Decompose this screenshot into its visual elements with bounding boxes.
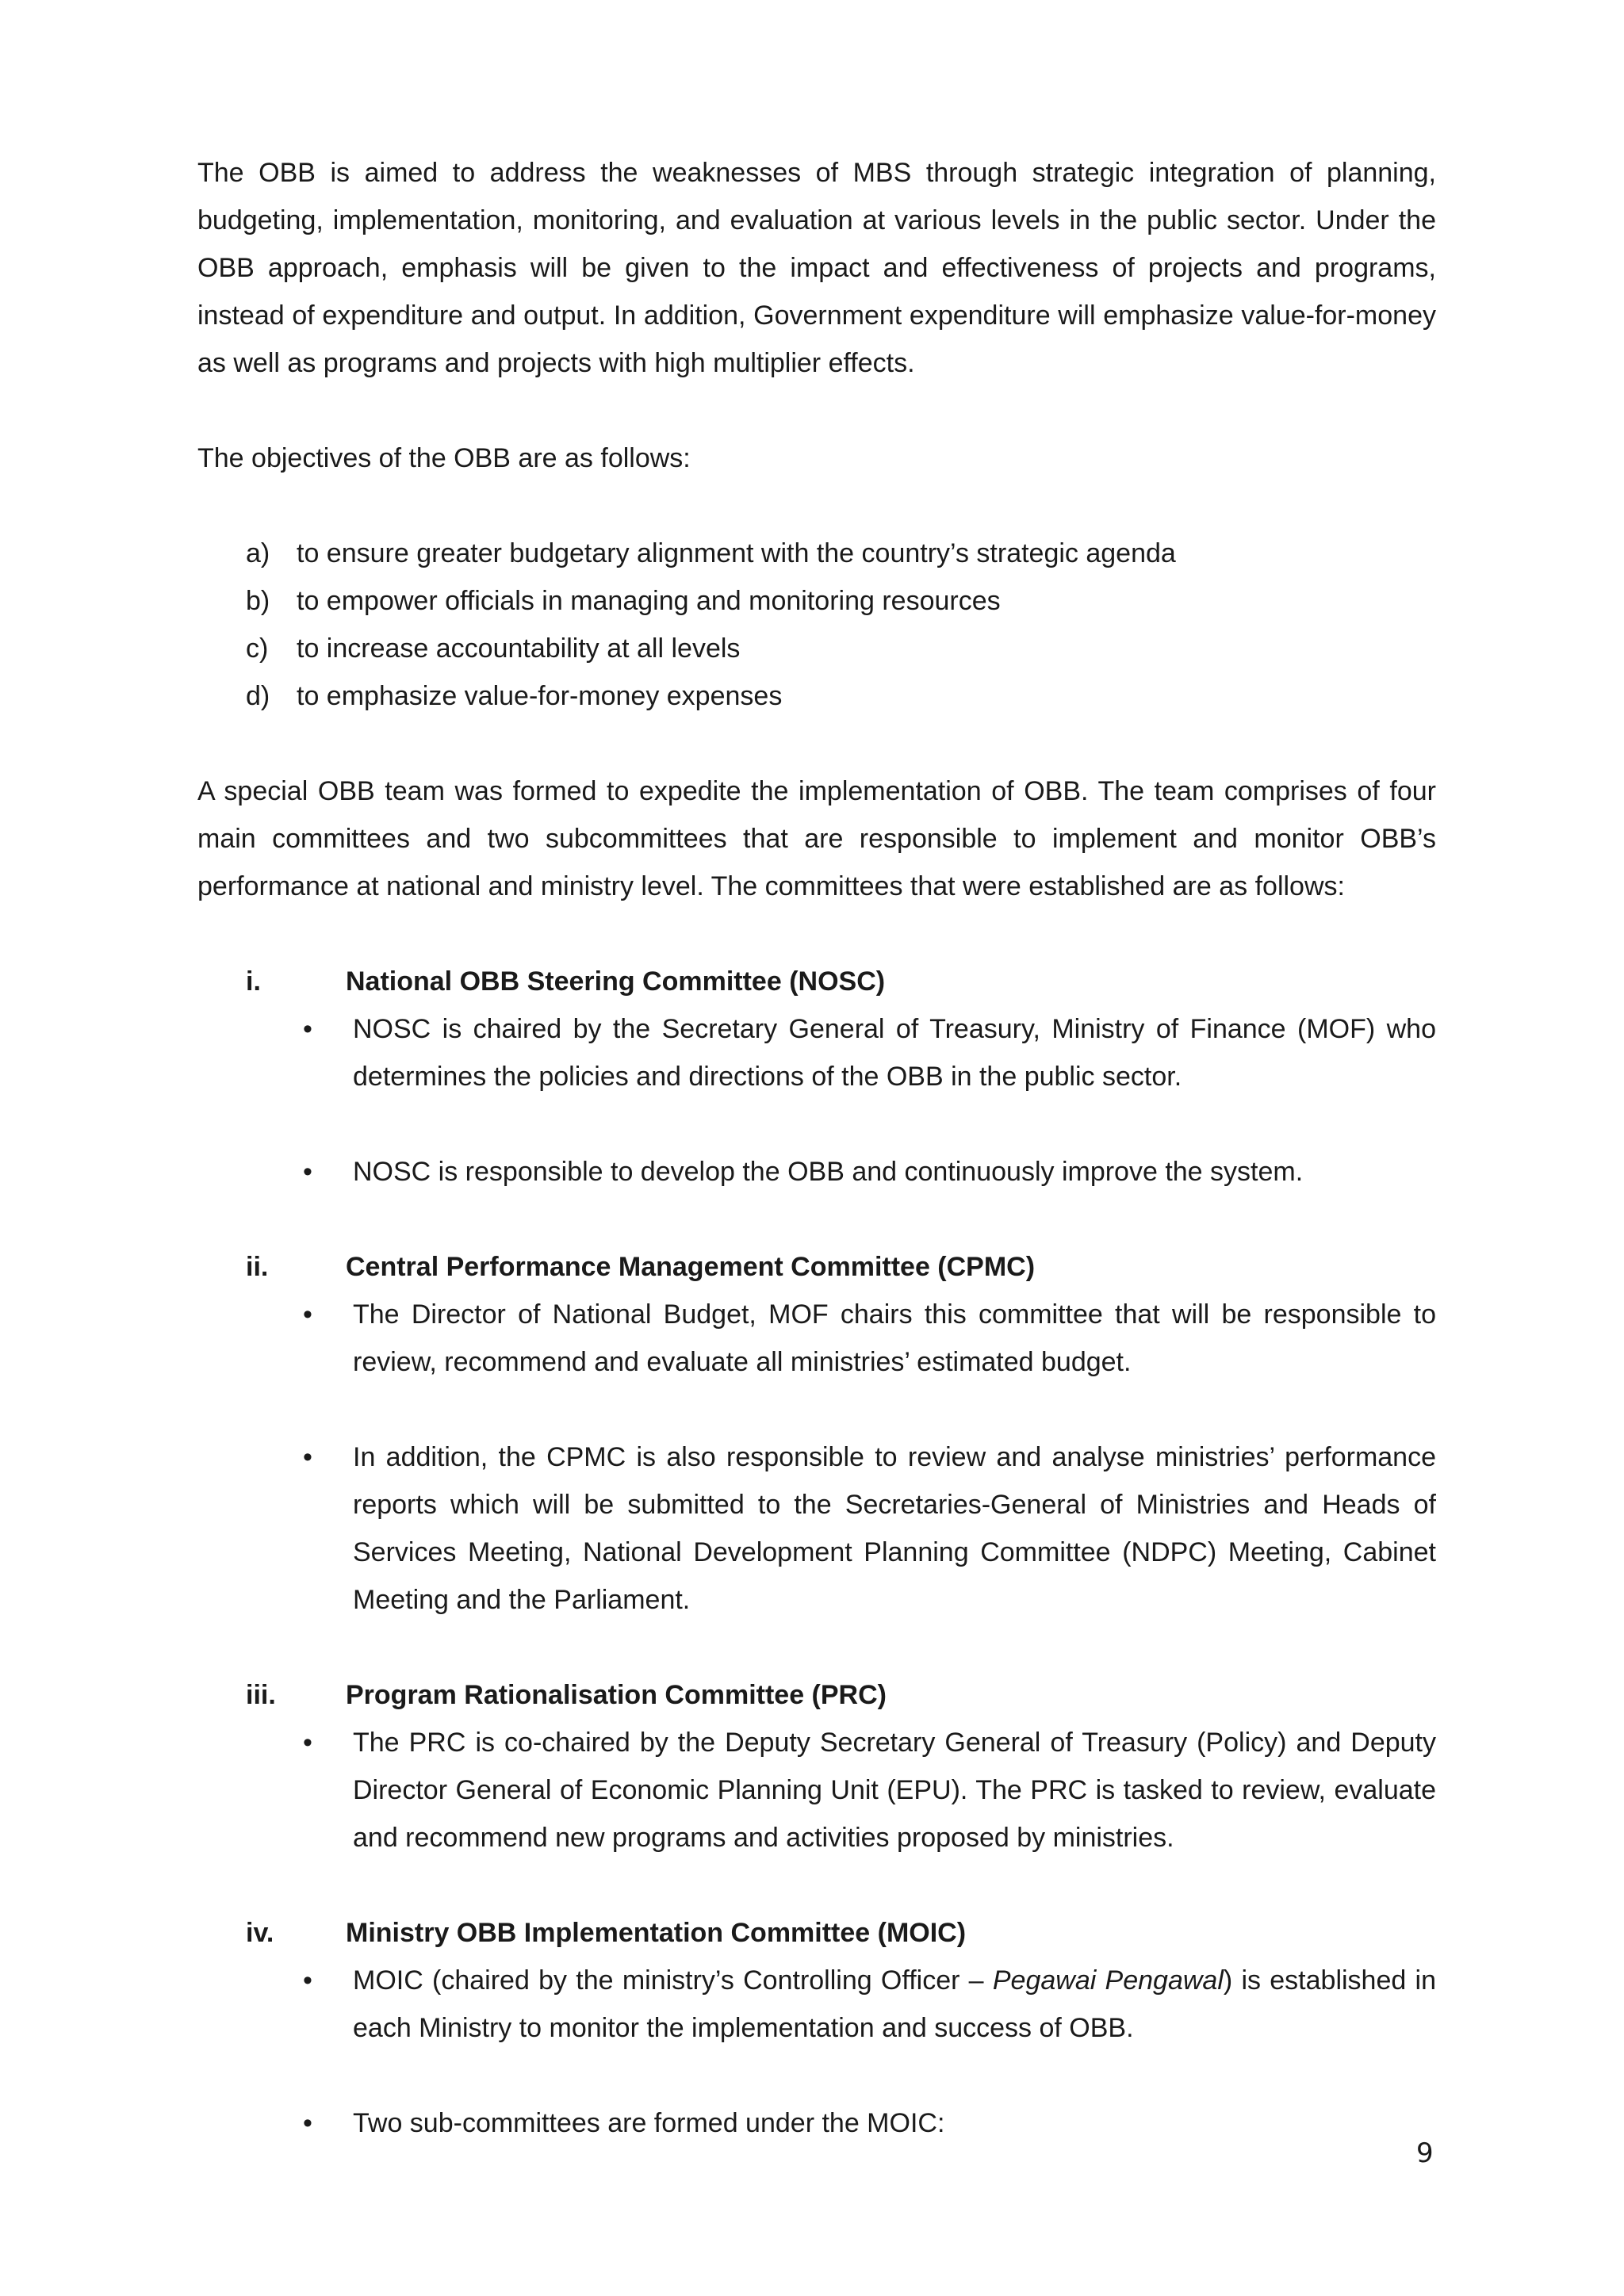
bullet-icon: • xyxy=(303,2108,312,2138)
spacer xyxy=(197,1862,1436,1909)
bullet-text: NOSC is chaired by the Secretary General of Treasury, Ministry of Finance (MOF) who determines the policies and directions of the OBB in the public sector. xyxy=(353,1014,1436,1092)
bullet-icon: • xyxy=(303,1965,312,1996)
list-item xyxy=(197,625,1436,672)
committee-heading xyxy=(197,958,1436,1005)
bullet-item xyxy=(197,2099,1436,2147)
team-paragraph: A special OBB team was formed to expedite the implementation of OBB. The team comprises of four main committees and two subcommittees that are responsible to implement and monitor OBB’s performance at national and ministry level. The committees that were established are as follows: xyxy=(197,776,1436,901)
bullet-icon: • xyxy=(303,1014,312,1044)
list-item xyxy=(197,530,1436,577)
committee-numeral: ii. xyxy=(246,1252,269,1282)
spacer xyxy=(197,910,1436,958)
bullet-item xyxy=(197,1005,1436,1100)
committee-cpmc xyxy=(197,1243,1436,1624)
list-item-text: to ensure greater budgetary alignment with the country’s strategic agenda xyxy=(297,538,1176,568)
bullet-text-italic: Pegawai Pengawal xyxy=(992,1965,1224,1996)
committee-numeral: iii. xyxy=(246,1680,276,1710)
committee-heading xyxy=(197,1243,1436,1291)
spacer xyxy=(197,2052,1436,2099)
spacer xyxy=(197,720,1436,767)
intro-paragraph: The OBB is aimed to address the weaknesses of MBS through strategic integration of planning, budgeting, implementation, monitoring, and evaluation at various levels in the public sector. Under the OBB approach, emphasis will be given to the impact and effectiveness of projects and programs, instead of expenditure and output. In addition, Government expenditure will emphasize value-for-money as well as programs and projects with high multiplier effects. xyxy=(197,158,1436,378)
document-page xyxy=(197,149,1436,2147)
bullet-item xyxy=(197,1433,1436,1624)
committee-nosc xyxy=(197,958,1436,1196)
bullet-item xyxy=(197,1148,1436,1196)
committee-moic xyxy=(197,1909,1436,2147)
list-item-text: to empower officials in managing and monitoring resources xyxy=(297,586,1001,616)
bullet-text: The Director of National Budget, MOF chairs this committee that will be responsible to review, recommend and evaluate all ministries’ estimated budget. xyxy=(353,1299,1436,1377)
spacer xyxy=(197,387,1436,434)
spacer xyxy=(197,1386,1436,1433)
bullet-icon: • xyxy=(303,1442,312,1472)
bullet-item xyxy=(197,1957,1436,2052)
committee-heading xyxy=(197,1671,1436,1719)
list-item xyxy=(197,577,1436,625)
committee-title: National OBB Steering Committee (NOSC) xyxy=(346,966,886,997)
bullet-item xyxy=(197,1719,1436,1862)
list-item-text: to emphasize value-for-money expenses xyxy=(297,681,783,711)
committee-title: Ministry OBB Implementation Committee (MOIC) xyxy=(346,1918,967,1948)
bullet-icon: • xyxy=(303,1299,312,1330)
spacer xyxy=(197,1100,1436,1148)
objectives-list xyxy=(197,530,1436,720)
list-marker: a) xyxy=(246,538,270,568)
bullet-text-part: MOIC (chaired by the ministry’s Controlling Officer – xyxy=(353,1965,993,1996)
committee-numeral: iv. xyxy=(246,1918,274,1948)
bullet-icon: • xyxy=(303,1728,312,1758)
bullet-text xyxy=(353,1965,1436,2043)
list-marker: d) xyxy=(246,681,270,711)
bullet-text: The PRC is co-chaired by the Deputy Secretary General of Treasury (Policy) and Deputy Director General of Economic Planning Unit (EPU). The PRC is tasked to review, evaluate and recommend new programs and activities proposed by ministries. xyxy=(353,1728,1436,1853)
committee-title: Program Rationalisation Committee (PRC) xyxy=(346,1680,887,1710)
spacer xyxy=(197,1196,1436,1243)
bullet-text: Two sub-committees are formed under the MOIC: xyxy=(353,2108,945,2138)
list-item-text: to increase accountability at all levels xyxy=(297,633,741,664)
bullet-item xyxy=(197,1291,1436,1386)
objectives-intro: The objectives of the OBB are as follows: xyxy=(197,443,691,473)
bullet-text-part: ) is established in each Ministry to monitor the implementation and success of OBB. xyxy=(353,1965,1437,2043)
committee-heading xyxy=(197,1909,1436,1957)
spacer xyxy=(197,482,1436,530)
list-marker: c) xyxy=(246,633,269,664)
bullet-icon: • xyxy=(303,1157,312,1187)
committee-title: Central Performance Management Committee (CPMC) xyxy=(346,1252,1036,1282)
spacer xyxy=(197,1624,1436,1671)
committee-prc xyxy=(197,1671,1436,1862)
committee-numeral: i. xyxy=(246,966,261,997)
bullet-text: In addition, the CPMC is also responsible to review and analyse ministries’ performance reports which will be submitted to the Secretaries-General of Ministries and Heads of Services Meeting, National Development Planning Committee (NDPC) Meeting, Cabinet Meeting and the Parliament. xyxy=(353,1442,1436,1615)
page-number: 9 xyxy=(1416,2137,1434,2169)
bullet-text: NOSC is responsible to develop the OBB and continuously improve the system. xyxy=(353,1157,1304,1187)
list-marker: b) xyxy=(246,586,270,616)
list-item xyxy=(197,672,1436,720)
